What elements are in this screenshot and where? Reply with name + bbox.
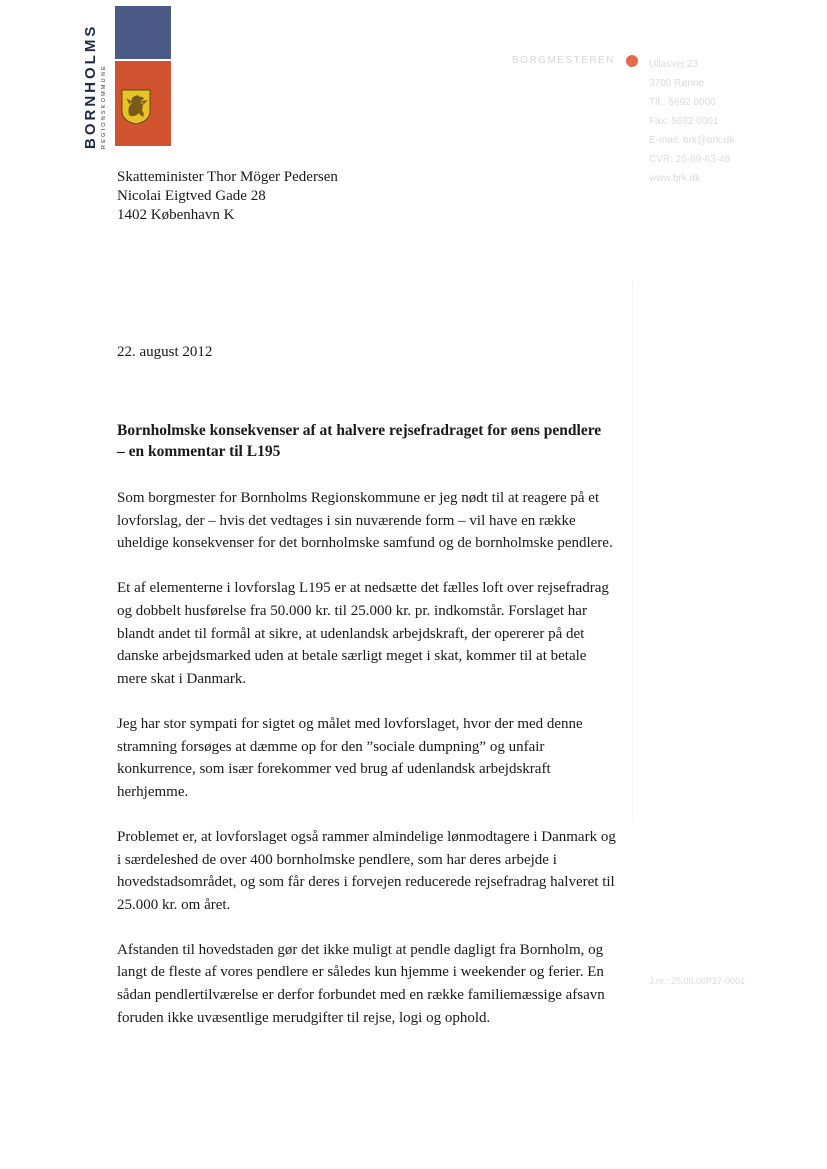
recipient-city: 1402 København K (117, 207, 235, 223)
department-label: BORGMESTEREN (512, 55, 616, 66)
contact-website: www.brk.dk (649, 173, 701, 184)
journal-number: J.nr.: 25.00.00P27-0001 (649, 976, 746, 986)
paragraph: Afstanden til hovedstaden gør det ikke muligt at pendle dagligt fra Bornholm, og langt de fleste af vores pendlere er således kun hjemme i weekender og ferier. En sådan pendlertilværelse er derfor forbundet med en række familiemæssige afsavn foruden ikke uvæsentlige merudgifter til rejse, logi og ophold. (117, 941, 605, 1026)
letter-date: 22. august 2012 (117, 344, 213, 360)
recipient-name: Skatteminister Thor Möger Pedersen (117, 169, 338, 185)
logo-subtitle: REGIONSKOMMUNE (101, 64, 107, 149)
contact-cvr: CVR: 26-69-63-48 (649, 154, 731, 165)
paragraph: Et af elementerne i lovforslag L195 er at nedsætte det fælles loft over rejsefradrag og dobbelt husførelse fra 50.000 kr. til 25.000 kr. pr. indkomstår. Forslaget har blandt andet til formål at sikre, at udenlandsk arbejdskraft, der opererer på det danske arbejdsmarked uden at betale særligt meget i skat, kommer til at betale mere skat i Danmark. (117, 580, 609, 687)
recipient-address (117, 168, 338, 225)
recipient-street: Nicolai Eigtved Gade 28 (117, 188, 266, 204)
paragraph: Jeg har stor sympati for sigtet og målet med lovforslaget, hvor der med denne stramning forsøges at dæmme op for den ”sociale dumpning” og unfair konkurrence, som især forekommer ved brug af udenlandsk arbejdskraft herhjemme. (117, 715, 583, 800)
contact-address: Ullasvej 23 (649, 59, 698, 70)
logo-name: BORNHOLMS (82, 23, 99, 149)
contact-city: 3700 Rønne (649, 78, 705, 89)
letter-subject: Bornholmske konsekvenser af at halvere rejsefradraget for øens pendlere – en kommentar til L195 (117, 422, 602, 460)
margin-divider (632, 280, 633, 820)
contact-block (649, 55, 734, 188)
contact-phone: Tlf.: 5692 0000 (649, 97, 716, 108)
logo-blue-block (115, 6, 171, 59)
contact-email: E-mail: brk@brk.dk (649, 135, 735, 146)
municipality-logo-text (82, 14, 112, 149)
paragraph: Som borgmester for Bornholms Regionskommune er jeg nødt til at reagere på et lovforslag, der – hvis det vedtages i sin nuværende form – vil have en række uheldige konsekvenser for det bornholmske samfund og de bornholmske pendlere. (117, 490, 613, 552)
orange-dot-icon (626, 55, 638, 67)
paragraph: Problemet er, at lovforslaget også rammer almindelige lønmodtagere i Danmark og i særdeleshed de over 400 bornholmske pendlere, som har deres arbejde i hovedstadsområdet, og som får deres i forvejen reducerede rejsefradrag halveret til 25.000 kr. om året. (117, 828, 616, 913)
dragon-crest-icon (121, 89, 151, 125)
contact-fax: Fax: 5692 0001 (649, 116, 719, 127)
letter-body (117, 487, 617, 1052)
